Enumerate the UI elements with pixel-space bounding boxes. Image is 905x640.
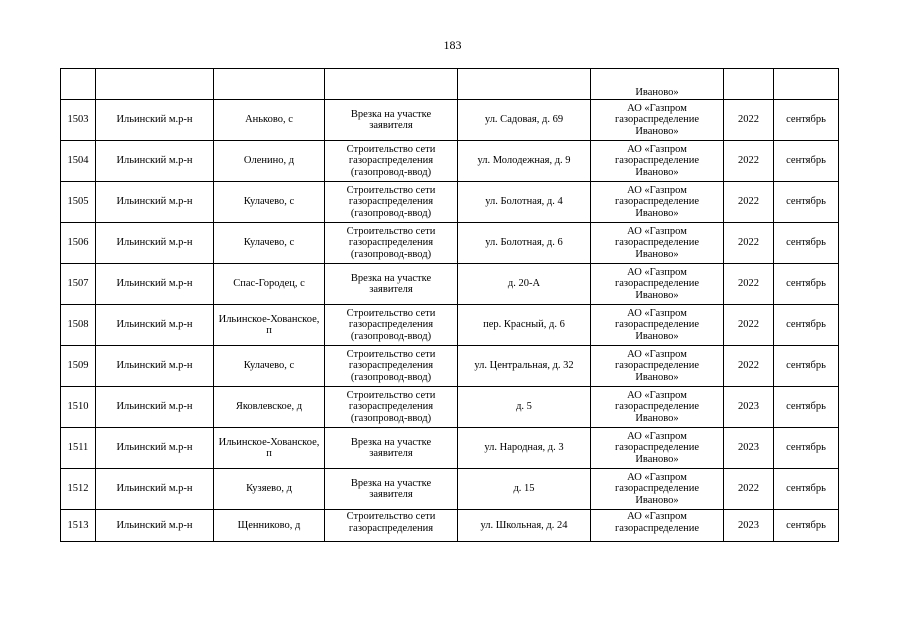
- cell-locality: Щенниково, д: [214, 510, 325, 542]
- cell-organization-line: газораспределение: [614, 278, 700, 290]
- cell-organization-line: АО «Газпром: [627, 430, 687, 442]
- cell-organization-line: АО «Газпром: [627, 143, 687, 155]
- cell-organization: [591, 305, 724, 346]
- table-row: [61, 469, 839, 510]
- cell-address: д. 5: [458, 387, 591, 428]
- cell-organization-line: Иваново»: [635, 125, 679, 137]
- cell-month: сентябрь: [774, 305, 839, 346]
- cell-address: ул. Садовая, д. 69: [458, 100, 591, 141]
- cell-address: ул. Молодежная, д. 9: [458, 141, 591, 182]
- cell-locality: Аньково, с: [214, 100, 325, 141]
- cell-work-line: Строительство сети: [346, 225, 436, 237]
- cell-month: сентябрь: [774, 469, 839, 510]
- cell-work-line: газораспределения: [348, 319, 434, 331]
- cell-work-line: газораспределения: [348, 522, 434, 534]
- cell-work-line: (газопровод-ввод): [350, 371, 432, 383]
- cell-organization-line: Иваново»: [635, 207, 679, 219]
- cell-organization: [591, 141, 724, 182]
- cell-address: д. 20-А: [458, 264, 591, 305]
- table-row: [61, 387, 839, 428]
- cell-year: 2022: [724, 223, 774, 264]
- cell-work-line: (газопровод-ввод): [350, 330, 432, 342]
- cell-num: 1513: [61, 510, 96, 542]
- cell-month: сентябрь: [774, 141, 839, 182]
- table-row: [61, 346, 839, 387]
- cell-district: Ильинский м.р-н: [96, 510, 214, 542]
- cell-work-line: Строительство сети: [346, 307, 436, 319]
- cell-year: [724, 69, 774, 100]
- cell-district: Ильинский м.р-н: [96, 182, 214, 223]
- table-body: [61, 69, 839, 542]
- cell-locality: Кулачево, с: [214, 182, 325, 223]
- cell-year: 2023: [724, 510, 774, 542]
- cell-organization-line: АО «Газпром: [627, 225, 687, 237]
- cell-organization-line: Иваново»: [635, 453, 679, 465]
- cell-num: 1503: [61, 100, 96, 141]
- cell-work-line: Врезка на участке: [350, 108, 432, 120]
- cell-work-line: заявителя: [369, 489, 413, 500]
- cell-work-line: Строительство сети: [346, 389, 436, 401]
- cell-district: Ильинский м.р-н: [96, 223, 214, 264]
- cell-organization-line: АО «Газпром: [627, 389, 687, 401]
- cell-year: 2023: [724, 428, 774, 469]
- cell-district: Ильинский м.р-н: [96, 141, 214, 182]
- cell-organization: [591, 387, 724, 428]
- cell-work-line: Врезка на участке: [350, 436, 432, 448]
- cell-district: Ильинский м.р-н: [96, 387, 214, 428]
- cell-address: [458, 69, 591, 100]
- cell-work-line: заявителя: [369, 120, 413, 131]
- cell-district: [96, 69, 214, 100]
- cell-work: [325, 141, 458, 182]
- cell-organization: [591, 100, 724, 141]
- cell-work: [325, 305, 458, 346]
- table-row: [61, 428, 839, 469]
- cell-organization-line: Иваново»: [635, 412, 679, 424]
- continuation-row: [61, 69, 839, 100]
- gasification-table: [60, 68, 839, 542]
- cell-month: сентябрь: [774, 264, 839, 305]
- cell-locality: Яковлевское, д: [214, 387, 325, 428]
- cell-organization-line: Иваново»: [635, 166, 679, 178]
- cell-month: сентябрь: [774, 346, 839, 387]
- cell-work-line: (газопровод-ввод): [350, 166, 432, 178]
- cell-work: [325, 469, 458, 510]
- table-row: [61, 510, 839, 542]
- cell-address: пер. Красный, д. 6: [458, 305, 591, 346]
- cell-organization-line: АО «Газпром: [627, 184, 687, 196]
- cell-num: 1509: [61, 346, 96, 387]
- cell-organization-line: газораспределение: [614, 114, 700, 126]
- cell-num: 1507: [61, 264, 96, 305]
- cell-organization-line: Иваново»: [635, 289, 679, 301]
- cell-organization-line: газораспределение: [614, 401, 700, 413]
- cell-organization-line: газораспределение: [614, 360, 700, 372]
- cell-district: Ильинский м.р-н: [96, 100, 214, 141]
- cell-work-line: Строительство сети: [346, 511, 436, 522]
- cell-num: 1510: [61, 387, 96, 428]
- cell-organization-line: АО «Газпром: [627, 102, 687, 114]
- cell-locality: Кулачево, с: [214, 346, 325, 387]
- cell-address: ул. Народная, д. 3: [458, 428, 591, 469]
- cell-address: д. 15: [458, 469, 591, 510]
- cell-locality: Оленино, д: [214, 141, 325, 182]
- cell-year: 2022: [724, 469, 774, 510]
- cell-organization-line: АО «Газпром: [627, 266, 687, 278]
- cell-organization: [591, 346, 724, 387]
- cell-organization: Иваново»: [591, 69, 724, 100]
- cell-work: [325, 428, 458, 469]
- cell-work-line: (газопровод-ввод): [350, 207, 432, 219]
- cell-district: Ильинский м.р-н: [96, 469, 214, 510]
- cell-organization: [591, 469, 724, 510]
- table-row: [61, 182, 839, 223]
- cell-work: [325, 100, 458, 141]
- cell-locality: Ильинское-Хованское, п: [214, 428, 325, 469]
- table-row: [61, 100, 839, 141]
- cell-work: [325, 69, 458, 100]
- cell-work-line: Строительство сети: [346, 184, 436, 196]
- cell-month: сентябрь: [774, 182, 839, 223]
- cell-organization-line: газораспределение: [614, 196, 700, 208]
- cell-work: [325, 223, 458, 264]
- cell-organization-line: АО «Газпром: [627, 511, 687, 522]
- cell-work-line: заявителя: [369, 448, 413, 459]
- cell-address: ул. Болотная, д. 6: [458, 223, 591, 264]
- cell-work-line: газораспределения: [348, 401, 434, 413]
- cell-organization-line: газораспределение: [614, 522, 700, 534]
- cell-organization-line: Иваново»: [635, 330, 679, 342]
- cell-num: 1506: [61, 223, 96, 264]
- cell-year: 2022: [724, 100, 774, 141]
- table-row: [61, 305, 839, 346]
- cell-num: 1505: [61, 182, 96, 223]
- cell-month: сентябрь: [774, 387, 839, 428]
- cell-organization-line: Иваново»: [635, 371, 679, 383]
- cell-work-line: заявителя: [369, 284, 413, 295]
- cell-organization-line: Иваново»: [635, 248, 679, 260]
- cell-year: 2022: [724, 305, 774, 346]
- cell-locality: Кулачево, с: [214, 223, 325, 264]
- cell-work-line: (газопровод-ввод): [350, 412, 432, 424]
- cell-num: 1511: [61, 428, 96, 469]
- cell-work: [325, 264, 458, 305]
- cell-locality: Кузяево, д: [214, 469, 325, 510]
- cell-year: 2022: [724, 264, 774, 305]
- cell-organization-line: АО «Газпром: [627, 307, 687, 319]
- cell-work-line: (газопровод-ввод): [350, 248, 432, 260]
- cell-work: [325, 346, 458, 387]
- cell-organization-line: газораспределение: [614, 442, 700, 454]
- page-number: 183: [443, 38, 462, 52]
- table-row: [61, 141, 839, 182]
- cell-organization-line: газораспределение: [614, 237, 700, 249]
- cell-organization-line: АО «Газпром: [627, 348, 687, 360]
- cell-num: 1504: [61, 141, 96, 182]
- cell-organization: [591, 223, 724, 264]
- cell-district: Ильинский м.р-н: [96, 264, 214, 305]
- cell-district: Ильинский м.р-н: [96, 305, 214, 346]
- cell-organization-line: Иваново»: [635, 494, 679, 506]
- cell-year: 2022: [724, 182, 774, 223]
- cell-year: 2022: [724, 346, 774, 387]
- cell-work: [325, 387, 458, 428]
- cell-work-line: Врезка на участке: [350, 272, 432, 284]
- cell-organization: [591, 428, 724, 469]
- cell-organization: [591, 510, 724, 542]
- cell-work-line: Врезка на участке: [350, 477, 432, 489]
- cell-address: ул. Болотная, д. 4: [458, 182, 591, 223]
- cell-month: сентябрь: [774, 223, 839, 264]
- cell-num: [61, 69, 96, 100]
- cell-organization-line: газораспределение: [614, 483, 700, 495]
- cell-work: [325, 182, 458, 223]
- table-row: [61, 223, 839, 264]
- cell-num: 1508: [61, 305, 96, 346]
- cell-organization: [591, 264, 724, 305]
- cell-district: Ильинский м.р-н: [96, 428, 214, 469]
- cell-organization-line: газораспределение: [614, 319, 700, 331]
- cell-locality: [214, 69, 325, 100]
- cell-locality: Ильинское-Хованское, п: [214, 305, 325, 346]
- cell-address: ул. Центральная, д. 32: [458, 346, 591, 387]
- table-row: [61, 264, 839, 305]
- cell-num: 1512: [61, 469, 96, 510]
- cell-work-line: газораспределения: [348, 155, 434, 167]
- cell-work: [325, 510, 458, 542]
- cell-year: 2022: [724, 141, 774, 182]
- cell-work-line: газораспределения: [348, 237, 434, 249]
- cell-organization: [591, 182, 724, 223]
- cell-work-line: газораспределения: [348, 196, 434, 208]
- cell-month: сентябрь: [774, 428, 839, 469]
- cell-locality: Спас-Городец, с: [214, 264, 325, 305]
- cell-address: ул. Школьная, д. 24: [458, 510, 591, 542]
- cell-work-line: газораспределения: [348, 360, 434, 372]
- cell-work-line: Строительство сети: [346, 143, 436, 155]
- cell-district: Ильинский м.р-н: [96, 346, 214, 387]
- cell-month: сентябрь: [774, 510, 839, 542]
- cell-year: 2023: [724, 387, 774, 428]
- cell-month: сентябрь: [774, 100, 839, 141]
- cell-month: [774, 69, 839, 100]
- cell-work-line: Строительство сети: [346, 348, 436, 360]
- cell-organization-line: АО «Газпром: [627, 471, 687, 483]
- cell-organization-line: газораспределение: [614, 155, 700, 167]
